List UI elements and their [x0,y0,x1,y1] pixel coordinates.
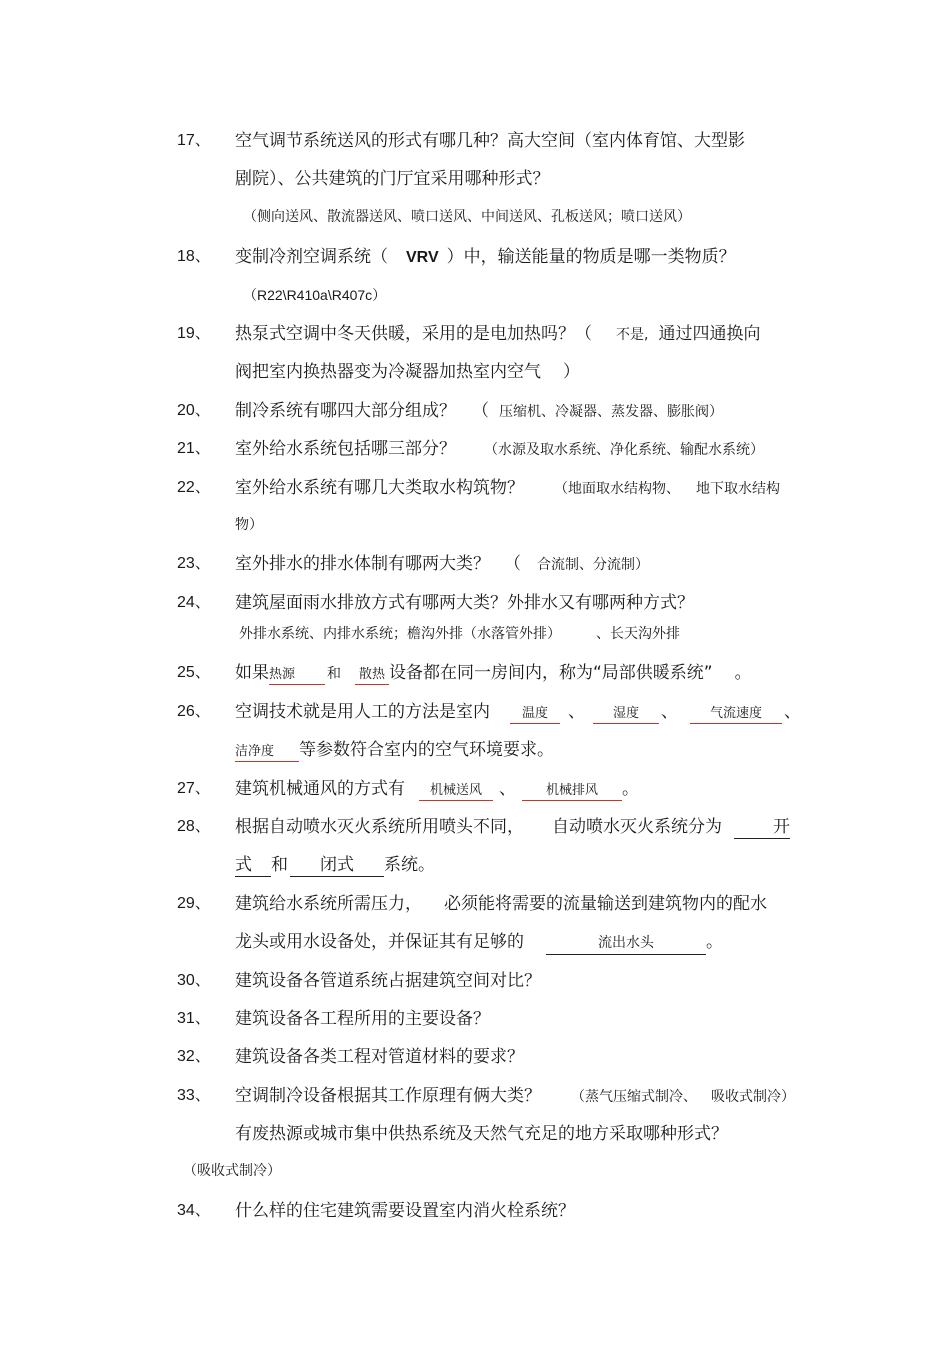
answer-text: （蒸气压缩式制冷、 [571,1089,697,1105]
blank-answer: 气流速度 [690,705,782,724]
question-number: 31、 [177,1010,211,1027]
answer-text: 地下取水结构 [696,481,780,497]
question-text: 建筑设备各类工程对管道材料的要求？ [235,1047,524,1067]
question-text: 和 [327,666,341,682]
question-line [235,701,801,724]
question-number: 29、 [177,895,211,912]
answer-line [235,361,580,383]
punctuation: 。 [734,663,752,683]
question-number: 20、 [177,402,211,419]
question-number: 27、 [177,780,211,797]
question-text: 必须能将需要的流量输送到建筑物内的配水 [444,894,767,914]
blank-answer: 温度 [510,705,560,724]
blank-answer: 机械排风 [522,782,622,801]
question-text: 空调技术就是用人工的方法是室内 [235,702,490,722]
question-text: 室外给水系统包括哪三部分？ [235,439,456,459]
separator: 、 [784,702,801,722]
question-text: 如果 [235,663,269,683]
question-text: 空调制冷设备根据其工作原理有俩大类？ [235,1086,541,1106]
question-text: 制冷系统有哪四大部分组成？ [235,401,456,421]
question-line [235,477,780,500]
answer-text: 吸收式制冷） [711,1089,795,1105]
question-number: 18、 [177,248,211,265]
question-number: 26、 [177,703,211,720]
blank-answer: 湿度 [593,705,659,724]
question-text: 剧院）、公共建筑的门厅宜采用哪种形式？ [235,169,550,189]
question-number: 28、 [177,818,211,835]
question-number: 19、 [177,325,211,342]
question-text: 和 [271,855,288,875]
answer-text: （水源及取水系统、净化系统、输配水系统） [484,442,764,458]
question-line [235,438,764,461]
answer-text: （侧向送风、散流器送风、喷口送风、中间送风、孔板送风；喷口送风） [243,209,691,225]
question-text: 等参数符合室内的空气环境要求。 [299,740,554,760]
question-text: 空气调节系统送风的形式有哪几种？高大空间（室内体育馆、大型影 [235,131,745,151]
question-text: 室外排水的排水体制有哪两大类？ [235,554,490,574]
question-text: 室外给水系统有哪几大类取水构筑物？ [235,478,524,498]
separator: 、 [661,702,678,722]
separator: 、 [499,779,516,799]
question-number: 24、 [177,594,211,611]
answer-line [239,623,680,645]
answer-text: （地面取水结构物、 [554,481,680,497]
question-line [235,323,760,346]
answer-text: 合流制、分流制） [537,557,649,573]
answer-text: 通过四通换向 [658,324,761,344]
question-text: 根据自动喷水灭火系统所用喷头不同， [235,817,524,837]
question-text: 热泵式空调中冬天供暖，采用的是电加热吗？（ [235,324,592,344]
question-line [235,662,752,685]
question-text: ）中，输送能量的物质是哪一类物质？ [446,247,736,267]
answer-text: （R22\R410a\R407c） [243,287,387,303]
question-number: 23、 [177,555,211,572]
question-text: 系统。 [384,855,435,875]
question-number: 30、 [177,972,211,989]
separator: 、 [568,702,585,722]
answer-text: 外排水系统、内排水系统；檐沟外排（水落管外排） [239,626,554,642]
question-line [235,553,649,576]
bracket: ） [563,362,580,382]
question-number: 22、 [177,479,211,496]
question-number: 34、 [177,1202,211,1219]
blank-answer: 热源 [269,666,325,685]
question-line [235,246,736,269]
question-line [235,893,767,915]
bracket: （ [472,401,489,421]
question-text: 变制冷剂空调系统（ [235,247,388,267]
blank-answer: 开 [734,816,790,839]
question-text: 建筑设备各管道系统占据建筑空间对比？ [235,971,541,991]
question-line [235,400,723,423]
question-text: 龙头或用水设备处，并保证其有足够的 [235,932,524,952]
blank-answer: 机械送风 [419,782,493,801]
punctuation: 。 [706,932,723,952]
question-text: 有废热源或城市集中供热系统及天然气充足的地方采取哪种形式？ [235,1124,728,1144]
question-number: 17、 [177,132,211,149]
abbreviation: VRV [406,249,439,266]
question-number: 32、 [177,1048,211,1065]
answer-text: 压缩机、冷凝器、蒸发器、膨胀阀） [499,404,723,420]
answer-text: 不是, [616,327,649,343]
question-line [235,1085,795,1108]
question-text: 设备都在同一房间内，称为“局部供暖系统” [389,663,713,683]
question-number: 21、 [177,440,211,457]
question-text: 什么样的住宅建筑需要设置室内消火栓系统？ [235,1201,575,1221]
blank-answer: 闭式 [290,854,384,877]
answer-text: 物） [235,517,263,533]
question-text: 建筑给水系统所需压力， [235,894,422,914]
blank-answer: 洁净度 [235,743,299,762]
blank-answer: 流出水头 [546,931,706,955]
answer-text: （吸收式制冷） [183,1163,281,1179]
question-line [235,816,790,839]
question-number: 33、 [177,1087,211,1104]
question-text: 建筑机械通风的方式有 [235,779,405,799]
question-line [235,854,435,877]
answer-text: 阀把室内换热器变为冷凝器加热室内空气 [235,362,541,382]
question-text: 自动喷水灭火系统分为 [552,817,722,837]
punctuation: 。 [622,779,639,799]
blank-answer: 散热 [355,666,389,685]
bracket: （ [504,554,521,574]
question-line [235,739,554,762]
question-line [235,778,639,801]
blank-answer: 式 [235,854,271,877]
question-text: 建筑屋面雨水排放方式有哪两大类？外排水又有哪两种方式？ [235,593,694,613]
answer-text: 、长天沟外排 [596,626,680,642]
question-text: 建筑设备各工程所用的主要设备？ [235,1009,490,1029]
question-line [235,931,723,955]
question-number: 25、 [177,664,211,681]
